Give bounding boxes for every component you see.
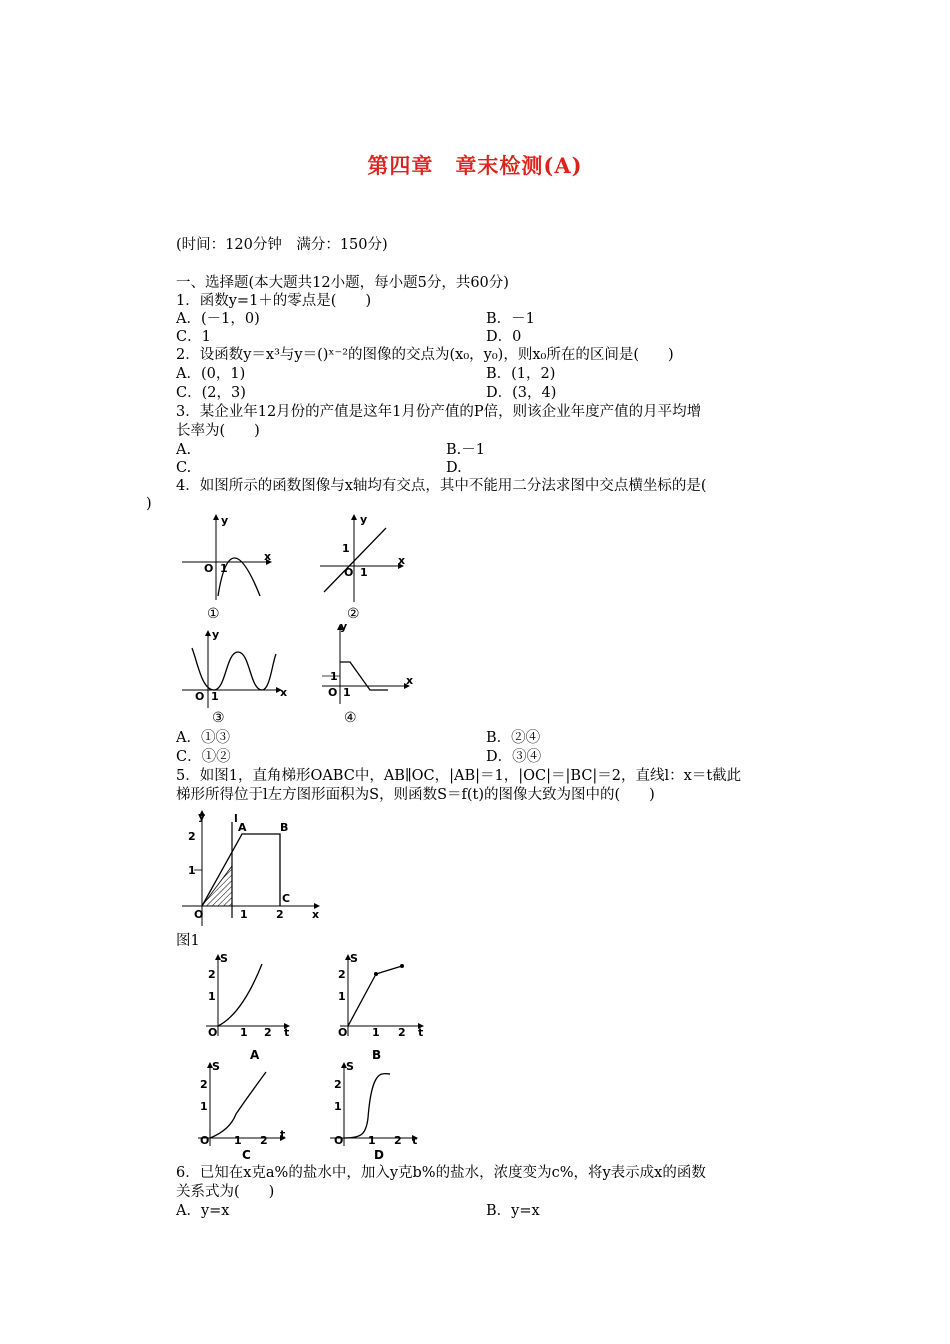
q3-stem-line1: 3．某企业年12月份的产值是这年1月份产值的P倍，则该企业年度产值的月平均增 (176, 404, 702, 420)
q5-option-a-label: A (250, 1048, 260, 1062)
tick-label: 1 (342, 542, 350, 555)
tick-label: 1 (211, 690, 219, 703)
tick-label: 2 (398, 1026, 406, 1039)
q5-option-b-label: B (372, 1048, 382, 1062)
q3-stem-line2: 长率为( ) (176, 423, 260, 439)
axis-s-label: S (220, 952, 228, 965)
origin-label: O (334, 1134, 344, 1147)
q5-stem-line2: 梯形所得位于l左方图形面积为S，则函数S＝f(t)的图像大致为图中的( ) (176, 787, 655, 803)
q5-figure-caption: 图1 (176, 933, 200, 949)
q4-graph-4 (318, 620, 418, 710)
axis-s-label: S (346, 1060, 354, 1073)
q3-option-b: B.－1 (446, 442, 485, 458)
q2-stem: 2．设函数y＝x³与y＝()ˣ⁻²的图像的交点为(x₀，y₀)，则x₀所在的区间是( ) (176, 347, 674, 363)
tick-label: 1 (372, 1026, 380, 1039)
axis-x-label: x (264, 550, 272, 563)
q5-option-b-graph (330, 952, 430, 1042)
q4-option-d: D．③④ (486, 749, 542, 765)
tick-label: 1 (338, 990, 346, 1003)
tick-label: 2 (338, 968, 346, 981)
point-a-label: A (238, 821, 247, 834)
tick-label: 1 (188, 864, 196, 877)
axis-t-label: t (284, 1026, 290, 1039)
axis-y-label: y (198, 810, 206, 823)
axis-x-label: x (406, 674, 414, 687)
q5-option-a-graph (196, 952, 296, 1042)
tick-label: 2 (264, 1026, 272, 1039)
q5-option-d-label: D (374, 1148, 384, 1162)
q5-option-c-label: C (242, 1148, 251, 1162)
q1-option-a: A．(－1，0) (176, 311, 260, 327)
q6-option-b: B．y=x (486, 1203, 540, 1219)
tick-label: 1 (240, 1026, 248, 1039)
axis-t-label: t (280, 1128, 286, 1141)
tick-label: 1 (240, 908, 248, 921)
q4-option-a: A．①③ (176, 730, 230, 746)
q4-graph-3-label: ③ (212, 710, 225, 726)
tick-label: 2 (200, 1078, 208, 1091)
q1-option-d: D．0 (486, 329, 522, 345)
q2-option-a: A．(0，1) (176, 366, 246, 382)
q1-stem: 1．函数y=1＋的零点是( ) (176, 293, 372, 309)
tick-label: 2 (394, 1134, 402, 1147)
q4-stem-line2: ) (146, 496, 152, 512)
q1-option-b: B．－1 (486, 311, 535, 327)
tick-label: 2 (188, 830, 196, 843)
axis-y-label: y (340, 620, 348, 633)
q5-option-c-graph (192, 1058, 292, 1148)
tick-label: 1 (220, 562, 228, 575)
tick-label: 2 (334, 1078, 342, 1091)
q6-stem-line2: 关系式为( ) (176, 1184, 275, 1200)
axis-s-label: S (350, 952, 358, 965)
origin-label: O (200, 1134, 210, 1147)
q4-graph-1 (178, 510, 278, 610)
origin-label: O (328, 686, 338, 699)
axis-y-label: y (212, 628, 220, 641)
tick-label: 1 (234, 1134, 242, 1147)
point-b-label: B (280, 821, 289, 834)
origin-label: O (195, 690, 205, 703)
q4-graph-2-label: ② (347, 606, 360, 622)
tick-label: 2 (260, 1134, 268, 1147)
axis-t-label: t (412, 1134, 418, 1147)
exam-meta: (时间：120分钟 满分：150分) (176, 237, 388, 253)
q5-figure-1 (176, 806, 326, 932)
q4-option-b: B．②④ (486, 730, 541, 746)
origin-label: O (194, 908, 204, 921)
q4-graph-3 (178, 624, 288, 714)
tick-label: 1 (330, 670, 338, 683)
axis-x-label: x (398, 554, 406, 567)
origin-label: O (204, 562, 214, 575)
tick-label: 1 (200, 1100, 208, 1113)
q2-option-b: B．(1，2) (486, 366, 556, 382)
q4-stem-line1: 4．如图所示的函数图像与x轴均有交点，其中不能用二分法求图中交点横坐标的是( (176, 478, 707, 494)
q5-option-d-graph (324, 1058, 424, 1148)
q3-option-a: A. (176, 442, 192, 458)
axis-t-label: t (418, 1026, 424, 1039)
q4-graph-2 (316, 510, 416, 610)
q1-option-c: C．1 (176, 329, 211, 345)
tick-label: 1 (368, 1134, 376, 1147)
axis-y-label: y (360, 513, 368, 526)
axis-x-label: x (280, 686, 288, 699)
origin-label: O (208, 1026, 218, 1039)
q5-stem-line1: 5．如图1，直角梯形OABC中，AB∥OC，|AB|＝1，|OC|＝|BC|＝2，直线l：x＝t截此 (176, 768, 742, 784)
tick-label: 2 (276, 908, 284, 921)
tick-label: 1 (360, 566, 368, 579)
axis-s-label: S (212, 1060, 220, 1073)
q2-option-d: D．(3，4) (486, 385, 557, 401)
line-l-label: l (234, 812, 238, 825)
origin-label: O (338, 1026, 348, 1039)
section-heading: 一、选择题(本大题共12小题，每小题5分，共60分) (176, 275, 509, 291)
origin-label: O (344, 566, 354, 579)
tick-label: 1 (334, 1100, 342, 1113)
q6-stem-line1: 6．已知在x克a%的盐水中，加入y克b%的盐水，浓度变为c%，将y表示成x的函数 (176, 1165, 706, 1181)
tick-label: 1 (343, 686, 351, 699)
q3-option-d: D. (446, 460, 462, 476)
q2-option-c: C．(2，3) (176, 385, 246, 401)
tick-label: 1 (208, 990, 216, 1003)
tick-label: 2 (208, 968, 216, 981)
q4-graph-4-label: ④ (344, 710, 357, 726)
q6-option-a: A．y=x (176, 1203, 230, 1219)
page-title: 第四章 章末检测(A) (367, 153, 583, 178)
q4-option-c: C．①② (176, 749, 231, 765)
axis-y-label: y (221, 514, 229, 527)
axis-x-label: x (312, 908, 320, 921)
point-c-label: C (282, 892, 291, 905)
q3-option-c: C. (176, 460, 192, 476)
q4-graph-1-label: ① (207, 606, 220, 622)
